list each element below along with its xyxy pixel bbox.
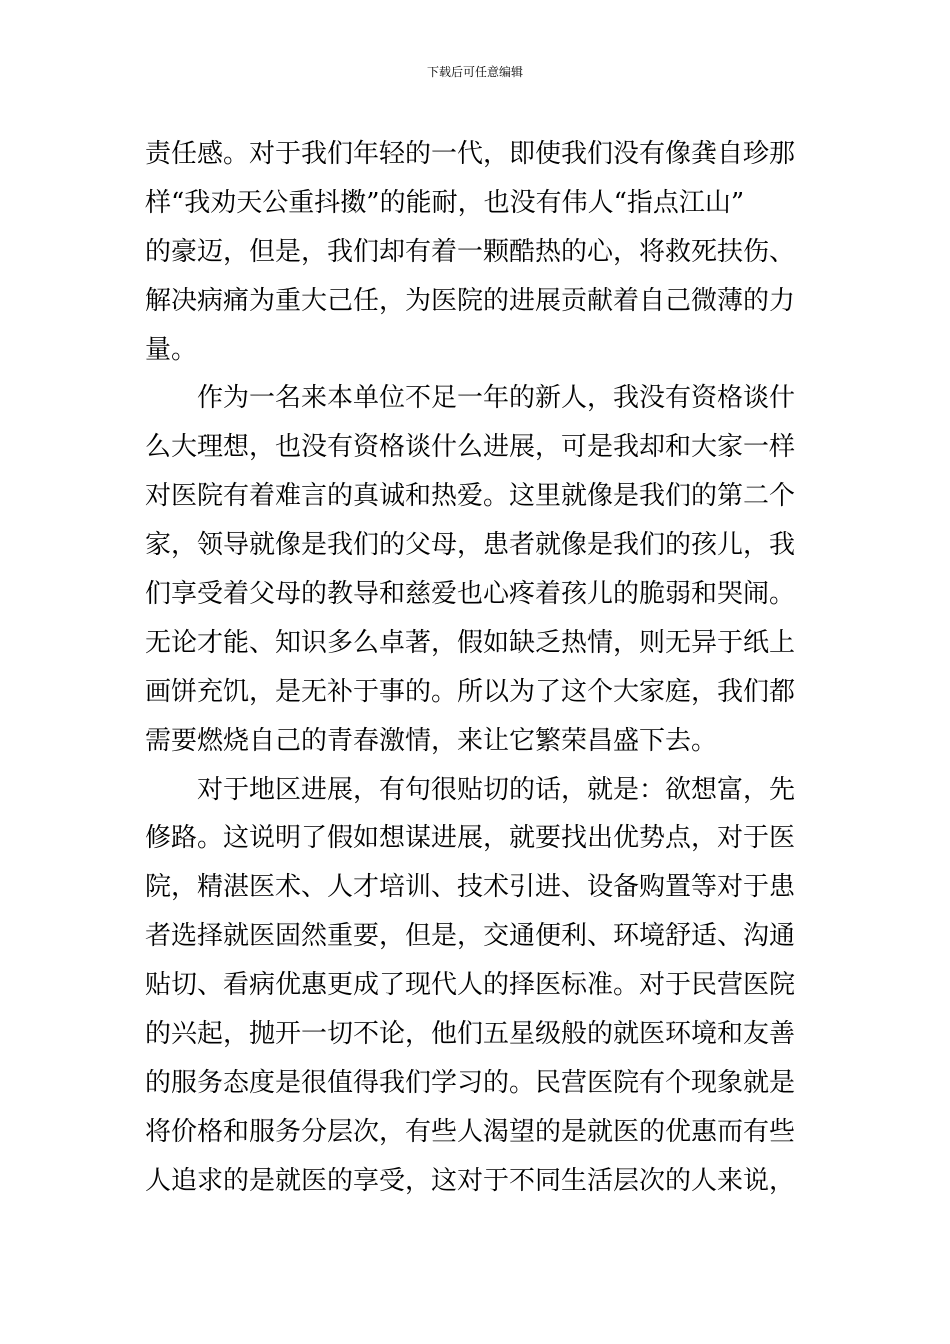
- text-line: 样“我劝天公重抖擞”的能耐，也没有伟人“指点江山”: [145, 187, 745, 218]
- text-line: 者选择就医固然重要，但是，交通便利、环境舒适、沟通: [145, 921, 796, 952]
- document-body: [145, 130, 807, 1206]
- text-line: 将价格和服务分层次，有些人渴望的是就医的优惠而有些: [145, 1116, 796, 1147]
- text-line: 么大理想，也没有资格谈什么进展，可是我却和大家一样: [145, 432, 796, 463]
- text-line: 的兴起，抛开一切不论，他们五星级般的就医环境和友善: [145, 1019, 796, 1050]
- text-line: 的服务态度是很值得我们学习的。民营医院有个现象就是: [145, 1067, 796, 1098]
- page-header: 下载后可任意编辑: [426, 65, 523, 79]
- text-line: 家，领导就像是我们的父母，患者就像是我们的孩儿，我: [145, 530, 796, 561]
- paragraph-3: [145, 766, 807, 1206]
- text-line: 的豪迈，但是，我们却有着一颗酷热的心，将救死扶伤、: [145, 236, 796, 267]
- text-line: 画饼充饥，是无补于事的。所以为了这个大家庭，我们都: [145, 676, 796, 707]
- text-line-indented: 作为一名来本单位不足一年的新人，我没有资格谈什: [197, 383, 796, 414]
- text-line: 责任感。对于我们年轻的一代，即使我们没有像龚自珍那: [145, 139, 796, 169]
- paragraph-2: [145, 374, 807, 765]
- text-line: 们享受着父母的教导和慈爱也心疼着孩儿的脆弱和哭闹。: [145, 579, 796, 610]
- text-line: 对医院有着难言的真诚和热爱。这里就像是我们的第二个: [145, 481, 796, 512]
- text-line: 院，精湛医术、人才培训、技术引进、设备购置等对于患: [145, 872, 796, 903]
- text-line-indented: 对于地区进展，有句很贴切的话，就是：欲想富，先: [197, 774, 796, 805]
- text-line: 人追求的是就医的享受，这对于不同生活层次的人来说，: [145, 1165, 796, 1196]
- text-line: 无论才能、知识多么卓著，假如缺乏热情，则无异于纸上: [145, 627, 796, 658]
- text-line: 贴切、看病优惠更成了现代人的择医标准。对于民营医院: [145, 970, 796, 1001]
- text-line: 量。: [145, 334, 198, 365]
- text-line: 需要燃烧自己的青春激情，来让它繁荣昌盛下去。: [145, 725, 718, 756]
- paragraph-1: [145, 130, 807, 374]
- text-line: 修路。这说明了假如想谋进展，就要找出优势点，对于医: [145, 823, 796, 854]
- text-line: 解决病痛为重大己任，为医院的进展贡献着自己微薄的力: [145, 285, 796, 316]
